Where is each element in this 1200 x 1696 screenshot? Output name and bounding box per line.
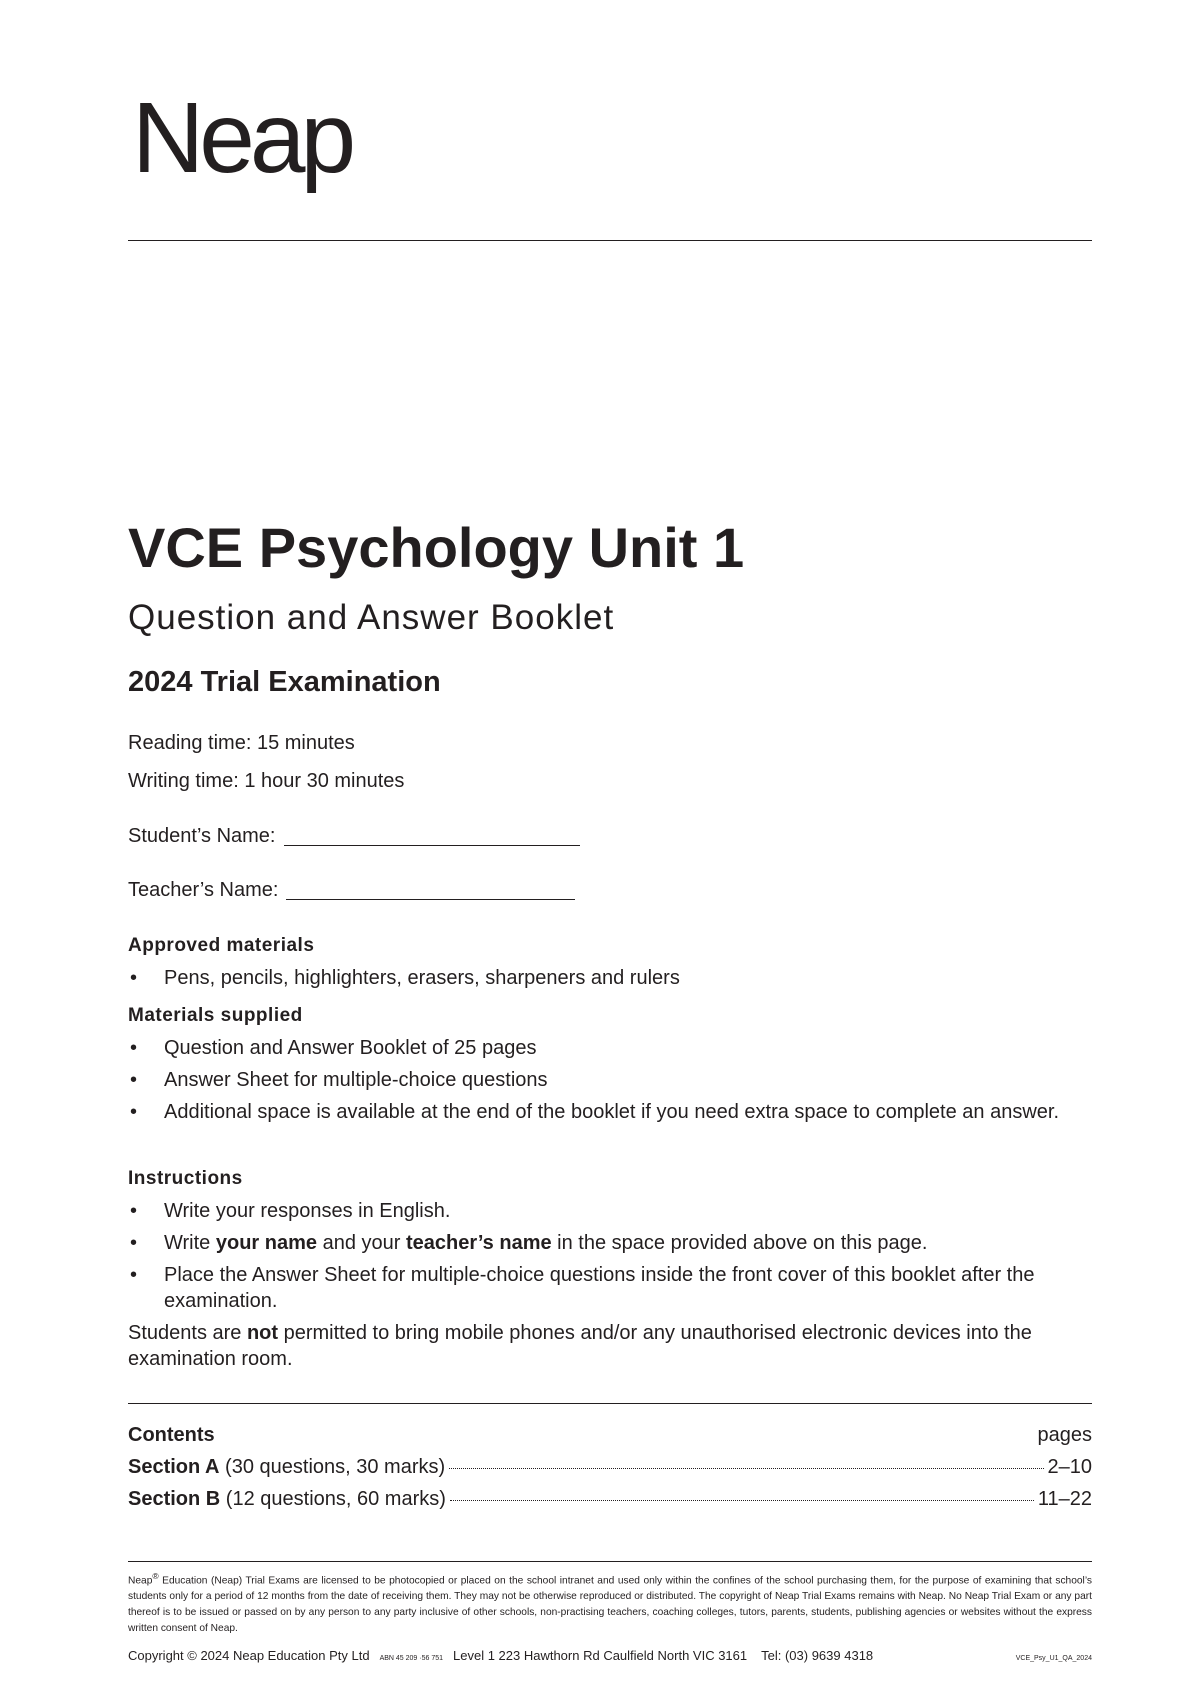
dot-leader (449, 1468, 1043, 1469)
page-title: VCE Psychology Unit 1 (128, 516, 745, 579)
neap-logo: Neap (132, 82, 352, 194)
telephone: Tel: (03) 9639 4318 (761, 1648, 874, 1663)
list-item: • Pens, pencils, highlighters, erasers, sharpeners and rulers (130, 967, 680, 989)
teacher-name-label: Teacher’s Name: (128, 879, 279, 901)
list-item: • Answer Sheet for multiple-choice questions (130, 1069, 548, 1091)
table-row: Section A (30 questions, 30 marks) 2–10 (128, 1456, 1092, 1478)
list-item: • Question and Answer Booklet of 25 pages (130, 1037, 537, 1059)
bullet-icon: • (130, 1069, 138, 1091)
teacher-name-line[interactable] (286, 882, 575, 900)
footer (128, 1648, 1092, 1663)
approved-heading: Approved materials (128, 935, 315, 956)
contents-header (128, 1425, 1092, 1457)
supplied-heading: Materials supplied (128, 1005, 303, 1026)
bullet-icon: • (130, 967, 138, 989)
exam-name: 2024 Trial Examination (128, 666, 441, 698)
table-row: Section B (12 questions, 60 marks) 11–22 (128, 1488, 1092, 1510)
list-item: • Write your responses in English. (130, 1200, 451, 1222)
bullet-icon: • (130, 1101, 138, 1123)
document-code: VCE_Psy_U1_QA_2024 (1015, 1655, 1092, 1662)
legal-notice: Neap® Education (Neap) Trial Exams are licensed to be photocopied or placed on the school intranet and used only within the confines of the school purchasing them, for the purpose of examining that school’s students only for a period of 12 months from the date of receiving them. They may not be otherwise reproduced or distributed. The copyright of Neap Trial Exams remains with Neap. No Neap Trial Exam or any part thereof is to be issued or passed on by any person to any party inclusive of other schools, non-practising teachers, coaching colleges, tutors, parents, students, publishing agencies or websites without the express written consent of Neap. (128, 1571, 1092, 1635)
contents-heading: Contents (128, 1424, 215, 1446)
writing-time: Writing time: 1 hour 30 minutes (128, 770, 405, 792)
contents-divider (128, 1403, 1092, 1404)
bullet-icon: • (130, 1037, 138, 1059)
materials-supplied (128, 1003, 1068, 1125)
list-item: • Write your name and your teacher’s name in the space provided above on this page. (130, 1232, 928, 1254)
student-name-label: Student’s Name: (128, 825, 276, 847)
pages-label: pages (1037, 1424, 1092, 1446)
student-name-line[interactable] (284, 828, 580, 846)
address: Level 1 223 Hawthorn Rd Caulfield North VIC 3161 (453, 1648, 748, 1663)
header-divider (128, 240, 1092, 241)
footer-divider (128, 1561, 1092, 1562)
copyright: Copyright © 2024 Neap Education Pty Ltd (128, 1648, 370, 1663)
teacher-name-field[interactable] (128, 880, 575, 900)
device-notice: Students are not permitted to bring mobile phones and/or any unauthorised electronic devices into the examination room. (128, 1322, 1032, 1370)
bullet-icon: • (130, 1232, 138, 1254)
bullet-icon: • (130, 1264, 138, 1286)
dot-leader (450, 1500, 1034, 1501)
booklet-subtitle: Question and Answer Booklet (128, 598, 615, 637)
instructions-heading: Instructions (128, 1168, 243, 1189)
contents-table (128, 1425, 1092, 1521)
reading-time: Reading time: 15 minutes (128, 732, 355, 754)
bullet-icon: • (130, 1200, 138, 1222)
list-item: • Additional space is available at the end of the booklet if you need extra space to complete an answer. (130, 1101, 1060, 1123)
abn: ABN 45 209 ·56 751 (379, 1655, 443, 1662)
instructions (128, 1166, 1068, 1372)
approved-materials (128, 933, 1068, 991)
list-item: • Place the Answer Sheet for multiple-choice questions inside the front cover of this booklet after the examination. (130, 1264, 1035, 1312)
student-name-field[interactable] (128, 826, 580, 846)
